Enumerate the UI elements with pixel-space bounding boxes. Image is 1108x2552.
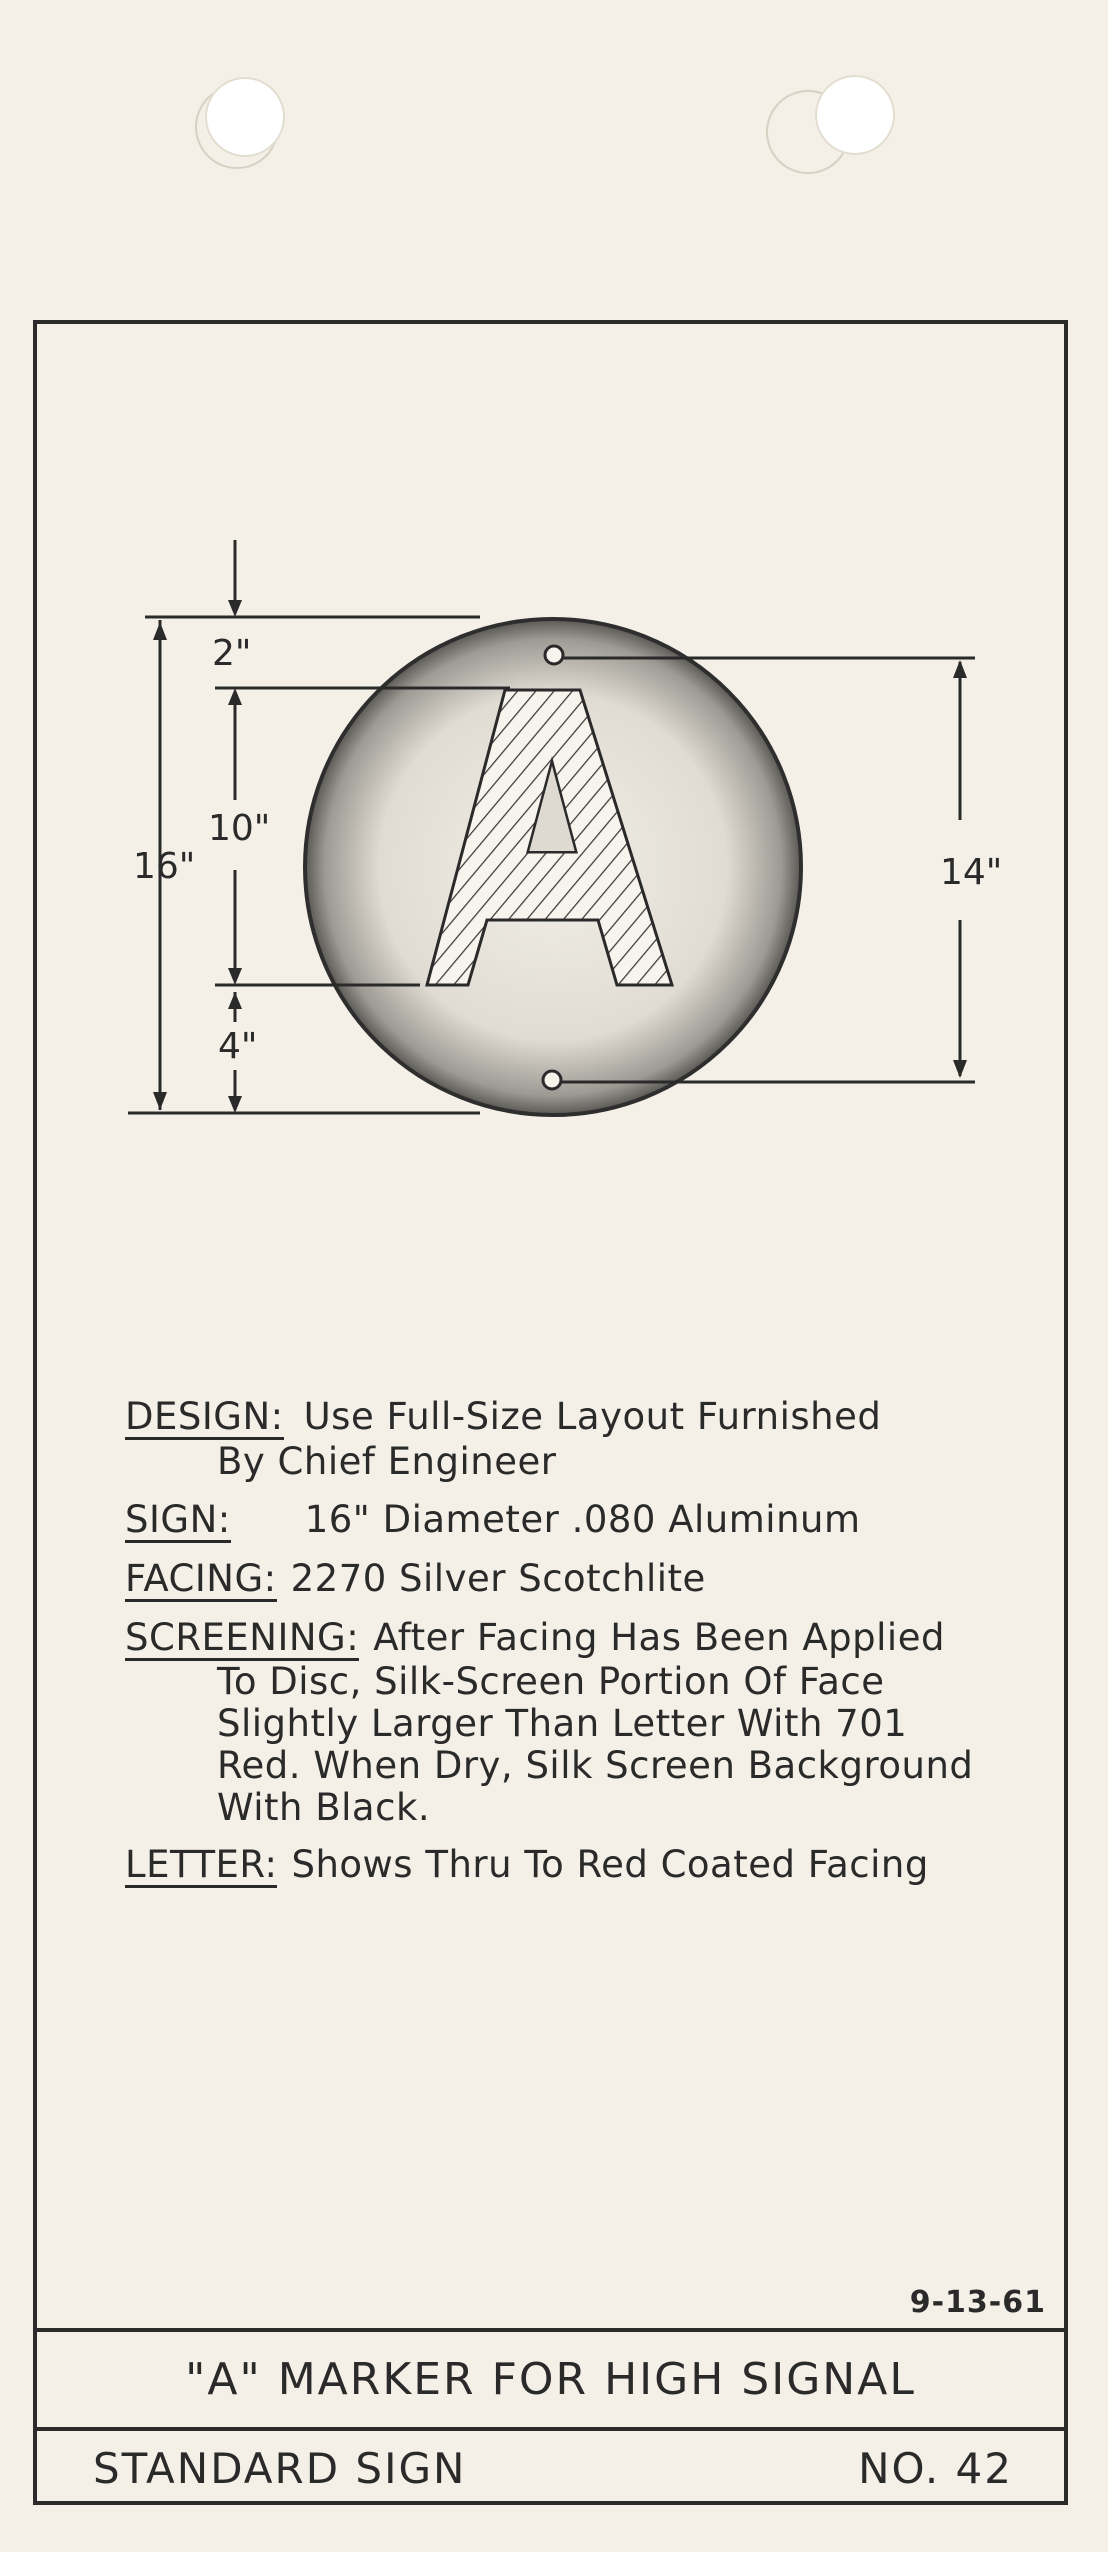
sign-title: [33, 2328, 1068, 2431]
dim-label-top-margin: 2": [212, 633, 252, 674]
spec-sign: [125, 1498, 1055, 1543]
spec-label-design: DESIGN:: [125, 1395, 284, 1438]
footer-bar: [33, 2431, 1068, 2505]
spec-text-screening: After Facing Has Been Applied: [373, 1616, 945, 1659]
spec-text-screening-cont: To Disc, Silk-Screen Portion Of Face Slightly Larger Than Letter With 701 Red. When Dry, Silk Screen Background With Black.: [217, 1660, 974, 1829]
spec-label-screening: SCREENING:: [125, 1616, 360, 1659]
footer-sign-number: NO. 42: [858, 2443, 1013, 2493]
spec-label-sign: SIGN:: [125, 1498, 231, 1541]
spec-text-design: Use Full-Size Layout Furnished: [303, 1395, 882, 1438]
spec-text-sign: 16" Diameter .080 Aluminum: [304, 1498, 861, 1541]
dim-label-bottom-margin: 4": [218, 1026, 258, 1067]
sign-drawing: [0, 0, 1108, 1200]
dim-label-letter-height: 10": [208, 808, 271, 849]
spec-text-facing: 2270 Silver Scotchlite: [290, 1557, 706, 1600]
sign-title-text: "A" MARKER FOR HIGH SIGNAL: [185, 2354, 916, 2405]
spec-facing: [125, 1557, 1055, 1602]
spec-label-letter: LETTER:: [125, 1843, 278, 1886]
spec-label-facing: FACING:: [125, 1557, 277, 1600]
footer-standard-sign: STANDARD SIGN: [93, 2443, 467, 2493]
revision-date: 9-13-61: [909, 2285, 1046, 2320]
mount-hole-top: [545, 646, 563, 664]
dim-label-overall: 16": [133, 846, 196, 887]
dim-label-hole-spacing: 14": [940, 852, 1003, 893]
spec-text-design-cont: By Chief Engineer: [217, 1440, 557, 1483]
spec-letter: [125, 1843, 1055, 1888]
spec-text-letter: Shows Thru To Red Coated Facing: [291, 1843, 929, 1886]
spec-screening: [125, 1616, 1055, 1829]
mount-hole-bottom: [543, 1071, 561, 1089]
spec-list: [125, 1395, 1055, 1902]
spec-design: [125, 1395, 1055, 1484]
